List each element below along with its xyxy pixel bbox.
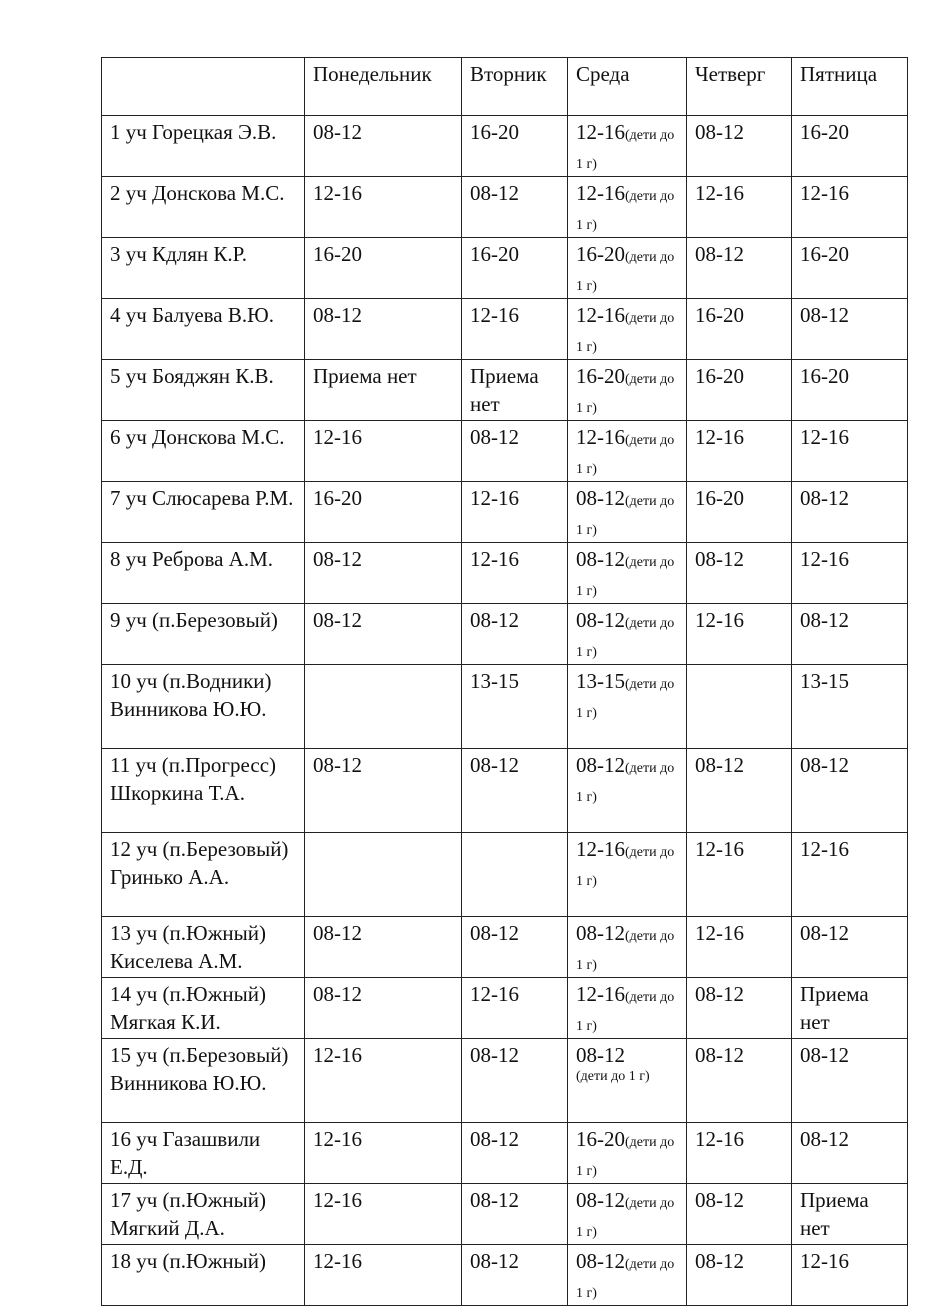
- header-cell-blank: [102, 58, 305, 116]
- cell-thursday: 16-20: [687, 299, 792, 360]
- wednesday-note: (дети до 1 г): [576, 1069, 650, 1084]
- wednesday-note: (дети до 1 г): [576, 189, 675, 233]
- cell-wednesday: [568, 1184, 687, 1245]
- cell-tuesday: 08-12: [462, 177, 568, 238]
- cell-thursday: 16-20: [687, 360, 792, 421]
- table-row: [102, 116, 908, 177]
- cell-wednesday: [568, 421, 687, 482]
- cell-monday: 12-16: [305, 1039, 462, 1123]
- cell-friday: 08-12: [792, 917, 908, 978]
- cell-tuesday: 12-16: [462, 482, 568, 543]
- cell-friday: 08-12: [792, 299, 908, 360]
- wednesday-hours: 16-20: [576, 1127, 625, 1151]
- cell-district-name: 8 уч Реброва А.М.: [102, 543, 305, 604]
- cell-tuesday: Приема нет: [462, 360, 568, 421]
- table-row: [102, 177, 908, 238]
- cell-friday: 08-12: [792, 482, 908, 543]
- cell-tuesday: 13-15: [462, 665, 568, 749]
- cell-friday: 16-20: [792, 116, 908, 177]
- table-row: [102, 1039, 908, 1123]
- wednesday-note: (дети до 1 г): [576, 128, 675, 172]
- wednesday-hours: 12-16: [576, 120, 625, 144]
- cell-tuesday: 08-12: [462, 917, 568, 978]
- cell-friday: Приема нет: [792, 978, 908, 1039]
- cell-friday: 12-16: [792, 421, 908, 482]
- cell-thursday: 08-12: [687, 543, 792, 604]
- cell-monday: 12-16: [305, 177, 462, 238]
- cell-district-name: 1 уч Горецкая Э.В.: [102, 116, 305, 177]
- wednesday-note: (дети до 1 г): [576, 677, 675, 721]
- cell-monday: [305, 665, 462, 749]
- cell-monday: 08-12: [305, 116, 462, 177]
- header-cell-wednesday: Среда: [568, 58, 687, 116]
- wednesday-note: (дети до 1 г): [576, 494, 675, 538]
- cell-thursday: 16-20: [687, 482, 792, 543]
- wednesday-hours: 12-16: [576, 425, 625, 449]
- cell-thursday: 08-12: [687, 238, 792, 299]
- table-row: [102, 360, 908, 421]
- cell-thursday: 08-12: [687, 1039, 792, 1123]
- wednesday-hours: 08-12: [576, 921, 625, 945]
- cell-thursday: 08-12: [687, 116, 792, 177]
- cell-friday: 08-12: [792, 604, 908, 665]
- cell-district-name: 18 уч (п.Южный): [102, 1245, 305, 1306]
- cell-district-name: 5 уч Бояджян К.В.: [102, 360, 305, 421]
- cell-tuesday: 08-12: [462, 1123, 568, 1184]
- wednesday-note: (дети до 1 г): [576, 1196, 675, 1240]
- cell-wednesday: [568, 177, 687, 238]
- table-row: [102, 917, 908, 978]
- wednesday-note: (дети до 1 г): [576, 1257, 675, 1301]
- cell-tuesday: 08-12: [462, 1245, 568, 1306]
- cell-district-name: 11 уч (п.Прогресс) Шкоркина Т.А.: [102, 749, 305, 833]
- wednesday-hours: 08-12: [576, 608, 625, 632]
- cell-monday: 08-12: [305, 749, 462, 833]
- cell-thursday: 12-16: [687, 421, 792, 482]
- wednesday-note: (дети до 1 г): [576, 1135, 675, 1179]
- wednesday-note: (дети до 1 г): [576, 761, 675, 805]
- cell-district-name: 15 уч (п.Березовый) Винникова Ю.Ю.: [102, 1039, 305, 1123]
- wednesday-hours: 12-16: [576, 303, 625, 327]
- table-row: [102, 749, 908, 833]
- cell-friday: 13-15: [792, 665, 908, 749]
- cell-district-name: 17 уч (п.Южный) Мягкий Д.А.: [102, 1184, 305, 1245]
- table-row: [102, 833, 908, 917]
- cell-friday: 16-20: [792, 360, 908, 421]
- header-cell-friday: Пятница: [792, 58, 908, 116]
- table-row: [102, 665, 908, 749]
- cell-thursday: 08-12: [687, 978, 792, 1039]
- cell-district-name: 14 уч (п.Южный) Мягкая К.И.: [102, 978, 305, 1039]
- schedule-body: [102, 116, 908, 1306]
- cell-thursday: 12-16: [687, 1123, 792, 1184]
- cell-district-name: 2 уч Донскова М.С.: [102, 177, 305, 238]
- cell-monday: 08-12: [305, 978, 462, 1039]
- cell-wednesday: [568, 238, 687, 299]
- cell-thursday: 12-16: [687, 917, 792, 978]
- cell-district-name: 3 уч Кдлян К.Р.: [102, 238, 305, 299]
- wednesday-note: (дети до 1 г): [576, 250, 675, 294]
- wednesday-note: (дети до 1 г): [576, 555, 675, 599]
- header-cell-monday: Понедельник: [305, 58, 462, 116]
- cell-thursday: 08-12: [687, 749, 792, 833]
- cell-thursday: 12-16: [687, 604, 792, 665]
- cell-monday: 08-12: [305, 917, 462, 978]
- cell-wednesday: [568, 116, 687, 177]
- table-row: [102, 238, 908, 299]
- cell-tuesday: 16-20: [462, 116, 568, 177]
- cell-monday: 08-12: [305, 299, 462, 360]
- wednesday-hours: 08-12: [576, 1188, 625, 1212]
- cell-district-name: 6 уч Донскова М.С.: [102, 421, 305, 482]
- cell-friday: 16-20: [792, 238, 908, 299]
- wednesday-hours: 08-12: [576, 1043, 625, 1067]
- cell-wednesday: [568, 1039, 687, 1123]
- cell-friday: 12-16: [792, 177, 908, 238]
- cell-tuesday: 12-16: [462, 543, 568, 604]
- wednesday-note: (дети до 1 г): [576, 616, 675, 660]
- wednesday-hours: 16-20: [576, 364, 625, 388]
- cell-wednesday: [568, 917, 687, 978]
- cell-monday: 16-20: [305, 238, 462, 299]
- cell-monday: [305, 833, 462, 917]
- cell-wednesday: [568, 665, 687, 749]
- cell-wednesday: [568, 299, 687, 360]
- cell-wednesday: [568, 482, 687, 543]
- table-row: [102, 543, 908, 604]
- wednesday-hours: 08-12: [576, 547, 625, 571]
- table-row: [102, 299, 908, 360]
- table-row: [102, 482, 908, 543]
- table-row: [102, 421, 908, 482]
- cell-friday: 12-16: [792, 833, 908, 917]
- wednesday-hours: 16-20: [576, 242, 625, 266]
- cell-friday: 12-16: [792, 543, 908, 604]
- table-row: [102, 604, 908, 665]
- cell-tuesday: 16-20: [462, 238, 568, 299]
- wednesday-note: (дети до 1 г): [576, 372, 675, 416]
- cell-district-name: 4 уч Балуева В.Ю.: [102, 299, 305, 360]
- cell-monday: 08-12: [305, 604, 462, 665]
- cell-friday: 12-16: [792, 1245, 908, 1306]
- cell-friday: 08-12: [792, 1123, 908, 1184]
- cell-wednesday: [568, 604, 687, 665]
- cell-wednesday: [568, 978, 687, 1039]
- schedule-table: [101, 57, 908, 1306]
- cell-tuesday: 08-12: [462, 749, 568, 833]
- cell-wednesday: [568, 543, 687, 604]
- cell-tuesday: 08-12: [462, 421, 568, 482]
- cell-monday: 12-16: [305, 1184, 462, 1245]
- cell-thursday: 12-16: [687, 177, 792, 238]
- cell-friday: 08-12: [792, 749, 908, 833]
- cell-monday: Приема нет: [305, 360, 462, 421]
- cell-tuesday: 08-12: [462, 1184, 568, 1245]
- header-cell-tuesday: Вторник: [462, 58, 568, 116]
- cell-district-name: 7 уч Слюсарева Р.М.: [102, 482, 305, 543]
- cell-thursday: 08-12: [687, 1184, 792, 1245]
- wednesday-hours: 08-12: [576, 753, 625, 777]
- cell-tuesday: 08-12: [462, 1039, 568, 1123]
- cell-friday: Приема нет: [792, 1184, 908, 1245]
- table-row: [102, 1245, 908, 1306]
- wednesday-note: (дети до 1 г): [576, 929, 675, 973]
- header-row: [102, 58, 908, 116]
- cell-district-name: 12 уч (п.Березовый) Гринько А.А.: [102, 833, 305, 917]
- wednesday-hours: 12-16: [576, 181, 625, 205]
- cell-friday: 08-12: [792, 1039, 908, 1123]
- table-row: [102, 1184, 908, 1245]
- cell-tuesday: 12-16: [462, 978, 568, 1039]
- cell-district-name: 10 уч (п.Водники) Винникова Ю.Ю.: [102, 665, 305, 749]
- cell-monday: 08-12: [305, 543, 462, 604]
- cell-thursday: [687, 665, 792, 749]
- cell-tuesday: 12-16: [462, 299, 568, 360]
- wednesday-hours: 08-12: [576, 1249, 625, 1273]
- wednesday-note: (дети до 1 г): [576, 433, 675, 477]
- cell-monday: 12-16: [305, 1123, 462, 1184]
- cell-wednesday: [568, 749, 687, 833]
- wednesday-note: (дети до 1 г): [576, 845, 675, 889]
- cell-wednesday: [568, 1245, 687, 1306]
- wednesday-hours: 08-12: [576, 486, 625, 510]
- cell-tuesday: 08-12: [462, 604, 568, 665]
- cell-district-name: 9 уч (п.Березовый): [102, 604, 305, 665]
- cell-thursday: 08-12: [687, 1245, 792, 1306]
- cell-district-name: 16 уч Газашвили Е.Д.: [102, 1123, 305, 1184]
- wednesday-hours: 12-16: [576, 837, 625, 861]
- cell-wednesday: [568, 1123, 687, 1184]
- wednesday-hours: 13-15: [576, 669, 625, 693]
- cell-monday: 16-20: [305, 482, 462, 543]
- cell-district-name: 13 уч (п.Южный) Киселева А.М.: [102, 917, 305, 978]
- cell-monday: 12-16: [305, 421, 462, 482]
- wednesday-note: (дети до 1 г): [576, 311, 675, 355]
- cell-thursday: 12-16: [687, 833, 792, 917]
- cell-monday: 12-16: [305, 1245, 462, 1306]
- header-cell-thursday: Четверг: [687, 58, 792, 116]
- cell-wednesday: [568, 833, 687, 917]
- cell-wednesday: [568, 360, 687, 421]
- table-row: [102, 978, 908, 1039]
- wednesday-hours: 12-16: [576, 982, 625, 1006]
- wednesday-note: (дети до 1 г): [576, 990, 675, 1034]
- cell-tuesday: [462, 833, 568, 917]
- table-row: [102, 1123, 908, 1184]
